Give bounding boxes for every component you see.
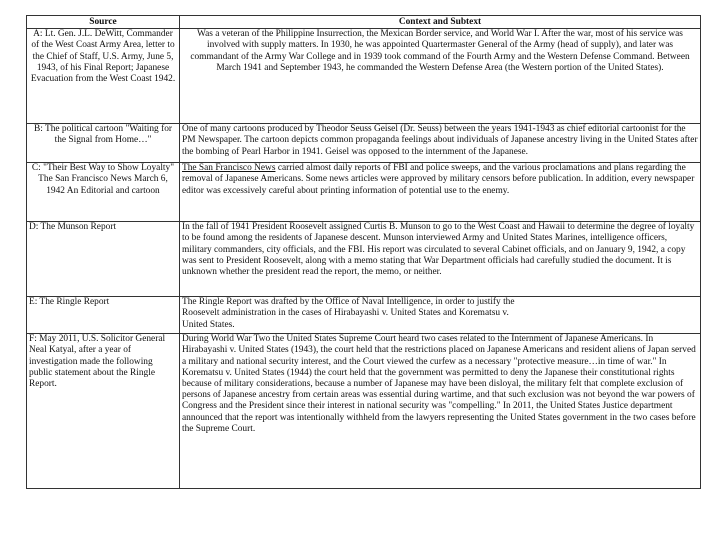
source-cell-c: C: "Their Best Way to Show Loyalty" The San Francisco News March 6, 1942 An Editorial and cartoon [27,163,180,222]
newspaper-title: The San Francisco News [182,163,276,174]
source-cell-d: D: The Munson Report [27,222,180,297]
source-cell-b: B: The political cartoon "Waiting for the Signal from Home…" [27,124,180,163]
context-line: The Ringle Report was drafted by the Office of Naval Intelligence, in order to justify the [182,297,515,308]
context-cell-b: One of many cartoons produced by Theodor Seuss Geisel (Dr. Seuss) between the years 1941-1943 as chief editorial cartoonist for the PM Newspaper. The cartoon depicts common propaganda feelings about individuals of Japanese ancestry living in the United States after the bombing of Pearl Harbor in 1941. Geisel was opposed to the internment of the Japanese. [180,124,701,163]
context-cell-f: During World War Two the United States Supreme Court heard two cases related to the Internment of Japanese Americans. In Hirabayashi v. United States (1943), the court held that the restrictions placed on Japanese Americans and resident aliens of Japan served a military and national security interest, and the Court viewed the curfew as a necessary "protective measure…in time of war." In Korematsu v. United States (1944) the court held that the government was permitted to deny the Japanese their constitutional rights because of military considerations, because a number of Japanese may have been disloyal, the military felt that complete exclusion of persons of Japanese ancestry from certain areas was essential during wartime, and that such exclusion was not beyond the war powers of Congress and the President since their interest in national security was "compelling." In 2011, the United States Justice department announced that the report was intentionally withheld from the lawyers representing the United States government in the two cases before the Supreme Court. [180,334,701,489]
context-cell-d: In the fall of 1941 President Roosevelt assigned Curtis B. Munson to go to the West Coast and Hawaii to determine the degree of loyalty to be found among the residents of Japanese descent. Munson interviewed Army and United States Marines, intelligence officers, military commanders, city officials, and the FBI. His report was circulated to several Cabinet officials, and on January 9, 1942, a copy was sent to President Roosevelt, along with a memo stating that War Department officials had carefully studied the document. It is unknown whether the president read the report, the memo, or neither. [180,222,701,297]
context-line: Roosevelt administration in the cases of Hirabayashi v. United States and Korematsu v. [182,308,509,319]
table-row [27,163,701,222]
table-row [27,334,701,489]
context-line: United States. [182,319,235,330]
context-cell-c [180,163,701,222]
source-cell-e: E: The Ringle Report [27,297,180,334]
source-column-header: Source [27,16,180,29]
sources-table [26,15,701,489]
context-column-header: Context and Subtext [180,16,701,29]
table-row [27,222,701,297]
header-row [27,16,701,29]
table-row [27,29,701,124]
source-cell-f: F: May 2011, U.S. Solicitor General Neal Katyal, after a year of investigation made the following public statement about the Ringle Report. [27,334,180,489]
context-text-c: carried almost daily reports of FBI and police sweeps, and the various proclamations and plans regarding the removal of Japanese Americans. Some news articles were approved by military censors before publication. In addition, every newspaper editor was excessively careful about printing information of potential use to the enemy. [182,163,695,196]
context-cell-e [180,297,701,334]
table-row [27,124,701,163]
table-row [27,297,701,334]
context-cell-a: Was a veteran of the Philippine Insurrection, the Mexican Border service, and World War I. After the war, most of his service was involved with supply matters. In 1930, he was appointed Quartermaster General of the Army (head of supply), and later was commandant of the Army War College and in 1939 took command of the Fourth Army and the Western Defense Command. Between March 1941 and September 1943, he commanded the Western Defense Area (the Western portion of the United States). [180,29,701,124]
source-cell-a: A: Lt. Gen. J.L. DeWitt, Commander of the West Coast Army Area, letter to the Chief of Staff, U.S. Army, June 5, 1943, of his Final Report; Japanese Evacuation from the West Coast 1942. [27,29,180,124]
